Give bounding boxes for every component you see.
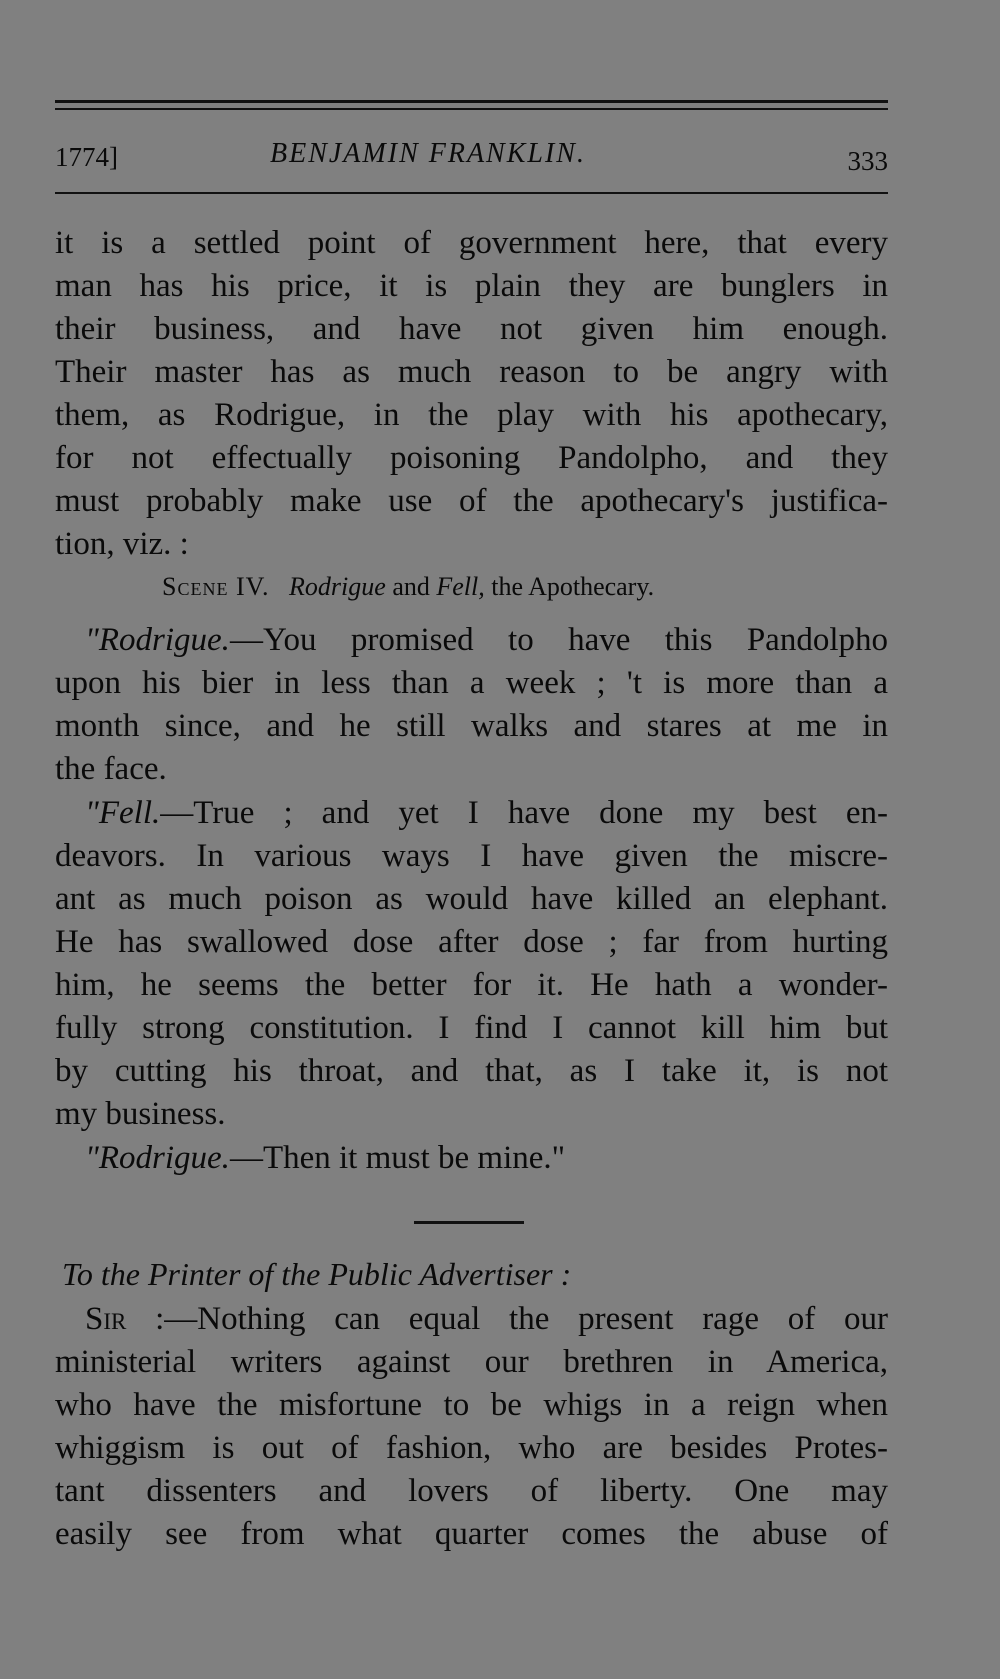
text-line: must probably make use of the apothecary's justifica- <box>55 483 888 519</box>
text-line: fully strong constitution. I find I cannot kill him but <box>55 1010 888 1046</box>
text-line: easily see from what quarter comes the abuse of <box>55 1516 888 1552</box>
header-rule-bottom <box>55 192 888 194</box>
speech-first-line <box>55 792 888 835</box>
text-line: for not effectually poisoning Pandolpho, and they <box>55 440 888 476</box>
speaker-name: "Rodrigue. <box>85 1140 230 1176</box>
text-line: He has swallowed dose after dose ; far from hurting <box>55 924 888 960</box>
text-line: who have the misfortune to be whigs in a reign when <box>55 1387 888 1423</box>
text-line: ministerial writers against our brethren in America, <box>55 1344 888 1380</box>
text-line: their business, and have not given him enough. <box>55 311 888 347</box>
speech-first-line <box>55 1137 888 1180</box>
text-line: my business. <box>55 1096 226 1132</box>
speech-text: —You promised to have this Pandolpho <box>229 622 888 658</box>
text-line: the face. <box>55 751 167 787</box>
scene-character-rodrigue: Rodrigue <box>289 572 386 601</box>
letter-address: To the Printer of the Public Advertiser : <box>62 1256 572 1292</box>
scene-character-fell: Fell, <box>436 572 485 601</box>
scene-and: and <box>392 572 430 601</box>
text-line: them, as Rodrigue, in the play with his apothecary, <box>55 397 888 433</box>
text-line: deavors. In various ways I have given the miscre- <box>55 838 888 874</box>
header-year: 1774] <box>55 142 118 172</box>
header-rule-top <box>55 100 888 103</box>
letter-body <box>55 1298 888 1556</box>
text-line: him, he seems the better for it. He hath a wonder- <box>55 967 888 1003</box>
text-line: Their master has as much reason to be angry with <box>55 354 888 390</box>
text-line: by cutting his throat, and that, as I take it, is not <box>55 1053 888 1089</box>
speaker-name: "Fell. <box>85 795 161 831</box>
speech-rodrigue-1 <box>55 619 888 791</box>
text-line: month since, and he still walks and stares at me in <box>55 708 888 744</box>
text-line: tant dissenters and lovers of liberty. One may <box>55 1473 888 1509</box>
speaker-name: "Rodrigue. <box>85 622 230 658</box>
speech-first-line <box>55 619 888 662</box>
text-line: it is a settled point of government here, that every <box>55 225 888 261</box>
scene-heading <box>162 572 654 602</box>
text-line: tion, viz. : <box>55 526 189 562</box>
paragraph-1 <box>55 222 888 566</box>
speech-text: —Then it must be mine." <box>229 1140 566 1176</box>
salutation: Sir <box>85 1301 127 1337</box>
header-title: BENJAMIN FRANKLIN. <box>270 138 586 169</box>
section-divider <box>414 1221 524 1224</box>
running-head <box>55 138 888 178</box>
text-line: ant as much poison as would have killed an elephant. <box>55 881 888 917</box>
scene-rest: the Apothecary. <box>491 572 655 601</box>
letter-text: :—Nothing can equal the present rage of our <box>126 1301 888 1337</box>
header-rule-double <box>55 108 888 110</box>
text-line: upon his bier in less than a week ; 't is more than a <box>55 665 888 701</box>
text-line: whiggism is out of fashion, who are besides Protes- <box>55 1430 888 1466</box>
speech-fell <box>55 792 888 1136</box>
speech-text: —True ; and yet I have done my best en- <box>160 795 888 831</box>
speech-rodrigue-2 <box>55 1137 888 1180</box>
scene-label: Scene IV. <box>162 572 270 601</box>
letter-first-line <box>55 1298 888 1341</box>
text-line: man has his price, it is plain they are bunglers in <box>55 268 888 304</box>
page-number: 333 <box>847 146 888 176</box>
